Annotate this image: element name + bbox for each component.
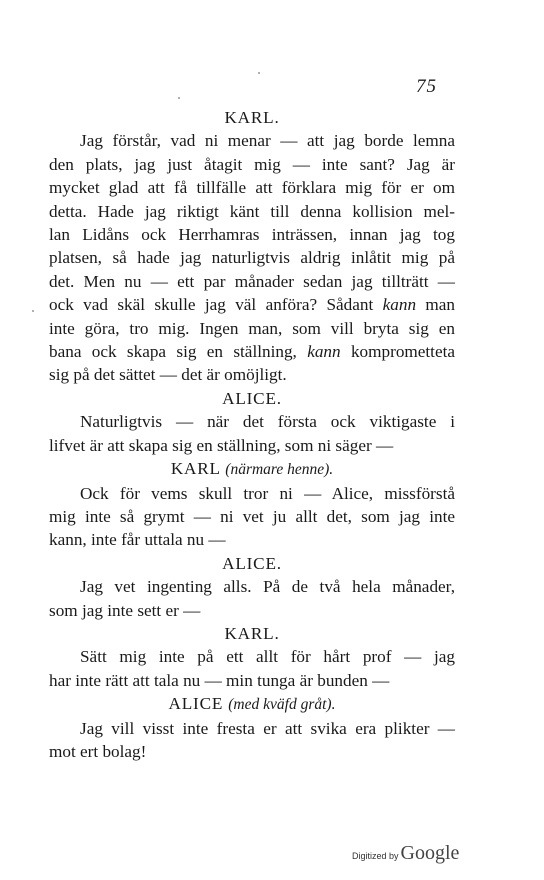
text-line: detta. Hade jag riktigt känt till denna kollision mel-	[49, 201, 455, 221]
speaker-heading	[49, 387, 455, 410]
text-line: den plats, jag just åtagit mig — inte sant? Jag är	[49, 154, 455, 174]
digitized-watermark	[352, 842, 459, 865]
speech-paragraph	[49, 645, 455, 692]
text-line: lan Lidåns ock Herrhamras inträssen, innan jag tog	[49, 225, 455, 245]
text-line: lifvet är att skapa sig en ställning, som ni säger —	[49, 435, 394, 455]
text-line: Jag vill visst inte fresta er att svika era plikter —	[80, 718, 455, 738]
text-line: mot ert bolag!	[49, 741, 147, 761]
text-line: sig på det sättet — det är omöjligt.	[49, 365, 287, 385]
text-line: Naturligtvis — när det första ock viktigaste i	[80, 412, 455, 432]
speech-paragraph	[49, 482, 455, 552]
text-line: mig inte så grymt — ni vet ju allt det, som jag inte	[49, 506, 455, 526]
speaker-name: ALICE	[168, 694, 224, 714]
text-line: Jag vet ingenting alls. På de två hela månader,	[80, 577, 455, 597]
speaker-heading	[49, 552, 455, 575]
speaker-heading	[49, 692, 455, 716]
stage-direction: (med kväfd gråt).	[228, 696, 336, 714]
text-line: Jag förstår, vad ni menar — att jag borde lemna	[80, 131, 455, 151]
speaker-heading	[49, 457, 455, 481]
text-line: ock vad skäl skulle jag väl anföra? Sådant kann man	[49, 295, 456, 315]
text-line: inte göra, tro mig. Ingen man, som vill bryta sig en	[49, 318, 455, 338]
speech-paragraph	[49, 410, 455, 457]
speaker-name: ALICE.	[222, 388, 282, 408]
paper-speck	[178, 97, 180, 99]
google-logo: Google	[400, 842, 460, 864]
digitized-by-label: Digitized by	[352, 851, 399, 861]
text-line: platsen, så hade jag naturligtvis aldrig inlåtit mig på	[49, 248, 455, 268]
paper-speck	[32, 310, 34, 312]
speaker-name: KARL.	[224, 108, 280, 127]
text-line: bana ock skapa sig en ställning, kann komprometteta	[49, 342, 455, 362]
text-line: som jag inte sett er —	[49, 600, 201, 620]
speech-paragraph	[49, 575, 455, 622]
text-line: Sätt mig inte på ett allt för hårt prof — jag	[80, 647, 455, 667]
text-block	[49, 106, 455, 763]
speaker-heading	[49, 106, 455, 129]
speaker-heading	[49, 622, 455, 645]
text-line: Ock för vems skull tror ni — Alice, missförstå	[80, 483, 455, 503]
text-line: det. Men nu — ett par månader sedan jag tillträtt —	[49, 271, 455, 291]
text-line: mycket glad att få tillfälle att förklara mig för er om	[49, 178, 455, 198]
page-number: 75	[416, 76, 437, 97]
speaker-name: ALICE.	[222, 553, 282, 573]
paper-speck	[258, 72, 260, 74]
speaker-name: KARL	[170, 459, 221, 479]
speech-paragraph	[49, 129, 455, 386]
text-line: kann, inte får uttala nu —	[49, 530, 226, 550]
speech-paragraph	[49, 717, 455, 764]
stage-direction: (närmare henne).	[225, 461, 334, 479]
text-line: har inte rätt att tala nu — min tunga är bunden —	[49, 670, 390, 690]
speaker-name: KARL.	[224, 623, 280, 643]
